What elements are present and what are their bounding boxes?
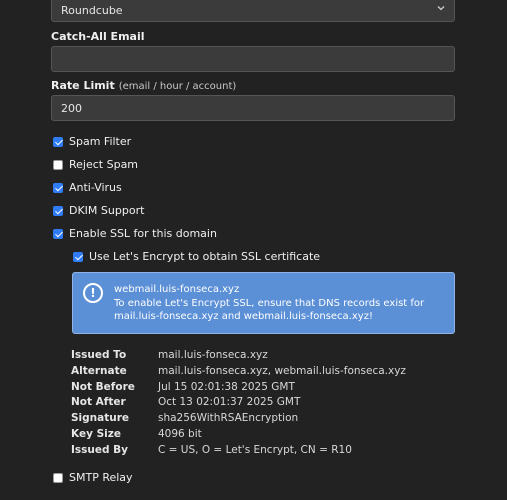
cert-issued-by-value: C = US, O = Let's Encrypt, CN = R10 xyxy=(158,444,352,456)
rate-limit-label xyxy=(51,79,236,92)
cert-issued-to-key: Issued To xyxy=(71,349,127,361)
rate-limit-value: 200 xyxy=(61,102,82,115)
spam-filter-option[interactable] xyxy=(53,135,131,148)
cert-issued-to-value: mail.luis-fonseca.xyz xyxy=(158,349,268,361)
cert-not-after-key: Not After xyxy=(71,396,126,408)
rate-limit-input[interactable] xyxy=(51,95,455,121)
letsencrypt-checkbox[interactable] xyxy=(73,252,83,262)
enable-ssl-option[interactable] xyxy=(53,227,217,240)
reject-spam-label: Reject Spam xyxy=(69,158,139,171)
chevron-down-icon xyxy=(436,3,446,13)
webmail-client-select[interactable] xyxy=(51,0,455,22)
exclamation-icon: ! xyxy=(83,283,103,303)
cert-not-before-key: Not Before xyxy=(71,381,135,393)
catch-all-label: Catch-All Email xyxy=(51,30,145,43)
ssl-dns-info-alert xyxy=(72,272,455,334)
info-alert-text: To enable Let's Encrypt SSL, ensure that DNS records exist for mail.luis-fonseca.xyz and webmail.luis-fonseca.xyz! xyxy=(114,298,425,322)
dkim-support-label: DKIM Support xyxy=(69,204,145,217)
letsencrypt-label: Use Let's Encrypt to obtain SSL certificate xyxy=(89,250,321,263)
spam-filter-label: Spam Filter xyxy=(69,135,132,148)
spam-filter-checkbox[interactable] xyxy=(53,137,63,147)
rate-limit-hint: (email / hour / account) xyxy=(118,81,237,92)
smtp-relay-checkbox[interactable] xyxy=(53,473,63,483)
smtp-relay-option[interactable] xyxy=(53,471,133,484)
anti-virus-label: Anti-Virus xyxy=(69,181,122,194)
anti-virus-checkbox[interactable] xyxy=(53,183,63,193)
cert-signature-value: sha256WithRSAEncryption xyxy=(158,412,299,424)
enable-ssl-checkbox[interactable] xyxy=(53,229,63,239)
cert-alternate-value: mail.luis-fonseca.xyz, webmail.luis-fonseca.xyz xyxy=(158,365,406,377)
anti-virus-option[interactable] xyxy=(53,181,122,194)
info-alert-title: webmail.luis-fonseca.xyz xyxy=(114,284,240,295)
dkim-support-checkbox[interactable] xyxy=(53,206,63,216)
cert-issued-by-key: Issued By xyxy=(71,444,129,456)
webmail-client-value: Roundcube xyxy=(61,4,123,17)
cert-key-size-value: 4096 bit xyxy=(158,428,202,440)
cert-not-after-value: Oct 13 02:01:37 2025 GMT xyxy=(158,396,301,408)
cert-alternate-key: Alternate xyxy=(71,365,127,377)
cert-not-before-value: Jul 15 02:01:38 2025 GMT xyxy=(158,381,295,393)
rate-limit-label-text: Rate Limit xyxy=(51,79,115,92)
letsencrypt-option[interactable] xyxy=(73,250,320,263)
enable-ssl-label: Enable SSL for this domain xyxy=(69,227,217,240)
reject-spam-option[interactable] xyxy=(53,158,138,171)
catch-all-email-input[interactable] xyxy=(51,46,455,72)
cert-signature-key: Signature xyxy=(71,412,130,424)
cert-key-size-key: Key Size xyxy=(71,428,121,440)
reject-spam-checkbox[interactable] xyxy=(53,160,63,170)
dkim-support-option[interactable] xyxy=(53,204,144,217)
smtp-relay-label: SMTP Relay xyxy=(69,471,133,484)
